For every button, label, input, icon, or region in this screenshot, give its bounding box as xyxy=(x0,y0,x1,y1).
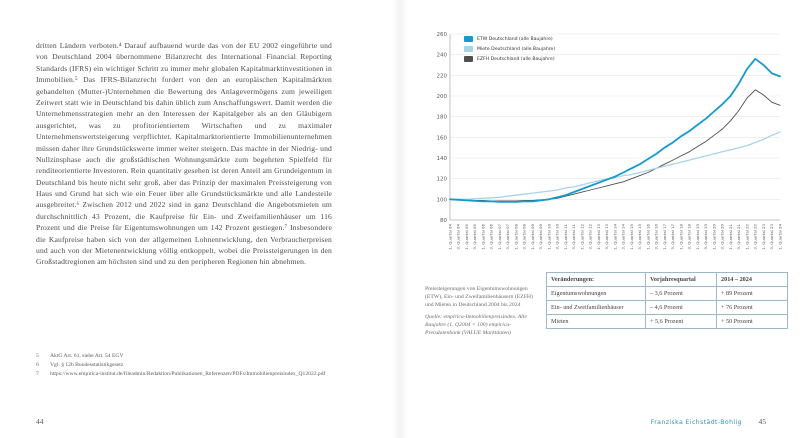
x-tick-label: 1. Quartal 05 xyxy=(463,224,469,250)
footnote-number: 7 xyxy=(36,371,39,378)
x-tick-label: 3. Quartal 20 xyxy=(719,224,725,250)
table-cell: – 4,6 Prozent xyxy=(646,301,717,315)
footer-author: Franziska Eichstädt-Bohlig xyxy=(650,419,742,426)
table-row xyxy=(547,315,788,329)
series-line-0 xyxy=(450,56,780,202)
x-tick-label: 1. Quartal 13 xyxy=(595,224,601,250)
table-cell: – 3,6 Prozent xyxy=(646,287,717,301)
chart-svg xyxy=(424,26,788,268)
x-tick-label: 3. Quartal 13 xyxy=(604,224,610,250)
x-tick-label: 1. Quartal 04 xyxy=(447,224,453,250)
legend-label: Miete Deutschland (alle Baujahre) xyxy=(477,46,556,52)
footnote-item xyxy=(36,361,336,369)
footnote-text: AktG Art. 61, siehe Art. 54 EGV xyxy=(50,353,124,359)
x-tick-label: 1. Quartal 22 xyxy=(744,224,750,250)
footnote-item xyxy=(36,352,336,360)
footnote-text: Vgl. § 12b Bundesstatistikgesetz xyxy=(50,362,124,369)
table-row xyxy=(547,301,788,315)
x-tick-label: 3. Quartal 16 xyxy=(653,224,659,250)
x-tick-label: 1. Quartal 18 xyxy=(678,224,684,250)
x-tick-label: 1. Quartal 14 xyxy=(612,224,618,250)
x-tick-label: 1. Quartal 23 xyxy=(760,224,766,250)
legend-swatch-icon xyxy=(464,36,473,42)
x-tick-label: 3. Quartal 05 xyxy=(472,224,478,250)
x-tick-label: 3. Quartal 21 xyxy=(736,224,742,250)
y-axis-label: 100 xyxy=(436,197,447,204)
footnote-item xyxy=(36,370,336,378)
y-axis-label: 200 xyxy=(436,94,447,100)
table-cell: + 76 Prozent xyxy=(717,301,788,315)
chart-caption xyxy=(425,286,539,338)
legend-item xyxy=(464,56,555,62)
table-cell: Ein- und Zweifamilienhäuser xyxy=(547,301,646,315)
table-cell: Mieten xyxy=(547,315,646,329)
x-tick-label: 3. Quartal 09 xyxy=(538,224,544,250)
table-header: Vorjahresquartal xyxy=(646,273,717,287)
x-tick-label: 1. Quartal 07 xyxy=(496,224,502,250)
x-tick-label: 3. Quartal 11 xyxy=(571,224,577,250)
table-cell: Eigentumswohnungen xyxy=(547,287,646,301)
series-line-2 xyxy=(450,90,780,201)
table-row xyxy=(547,287,788,301)
x-tick-label: 1. Quartal 21 xyxy=(727,224,733,250)
price-index-chart xyxy=(424,26,788,268)
legend-label: ETW Deutschland (alle Baujahre) xyxy=(477,36,553,42)
x-tick-label: 1. Quartal 10 xyxy=(546,224,552,250)
x-tick-label: 1. Quartal 06 xyxy=(480,224,486,250)
x-tick-label: 3. Quartal 18 xyxy=(686,224,692,250)
changes-table xyxy=(546,272,788,329)
footnotes xyxy=(36,352,336,379)
legend-item xyxy=(464,46,555,52)
x-tick-label: 1. Quartal 09 xyxy=(529,224,535,250)
series-line-1 xyxy=(450,132,780,199)
caption-source: Quelle: empirica-Immobilienpreisindex. Alle Baujahre (1. Q2004 = 100) empirica-Preisdatenbank (VALUE Marktdaten) xyxy=(425,313,527,336)
caption-text: Preissteigerungen von Eigentumswohnungen (ETW), Ein- und Zweifamilienhäusern (EZFH) und Mieten in Deutschland 2004 bis 2024 xyxy=(425,286,533,308)
y-axis-label: 260 xyxy=(436,32,447,38)
legend-swatch-icon xyxy=(464,56,473,62)
table-cell: + 5,6 Prozent xyxy=(646,315,717,329)
y-axis-label: 80 xyxy=(440,218,447,224)
legend-swatch-icon xyxy=(464,46,473,52)
x-tick-label: 3. Quartal 10 xyxy=(554,224,560,250)
x-tick-label: 3. Quartal 22 xyxy=(752,224,758,250)
x-tick-label: 3. Quartal 17 xyxy=(670,224,676,250)
table-header: Veränderungen: xyxy=(547,273,646,287)
x-tick-label: 1. Quartal 24 xyxy=(777,224,783,250)
x-tick-label: 3. Quartal 15 xyxy=(637,224,643,250)
table-header: 2014 – 2024 xyxy=(717,273,788,287)
y-axis-label: 140 xyxy=(436,156,447,162)
table-cell: + 89 Prozent xyxy=(717,287,788,301)
y-axis-label: 220 xyxy=(436,73,447,80)
x-tick-label: 1. Quartal 17 xyxy=(661,224,667,250)
page-number-right: 45 xyxy=(758,417,766,426)
y-axis-label: 180 xyxy=(436,114,447,121)
table-cell: + 50 Prozent xyxy=(717,315,788,329)
x-tick-label: 3. Quartal 08 xyxy=(521,224,527,250)
x-tick-label: 1. Quartal 16 xyxy=(645,224,651,250)
y-axis-label: 160 xyxy=(436,135,447,142)
x-tick-label: 3. Quartal 23 xyxy=(769,224,775,250)
legend-item xyxy=(464,36,555,42)
x-tick-label: 1. Quartal 08 xyxy=(513,224,519,250)
x-tick-label: 1. Quartal 15 xyxy=(628,224,634,250)
legend-label: EZFH Deutschland (alle Baujahre) xyxy=(477,56,555,62)
x-tick-label: 3. Quartal 04 xyxy=(455,224,461,250)
x-tick-label: 1. Quartal 11 xyxy=(562,224,568,250)
footnote-number: 5 xyxy=(36,353,39,359)
y-axis-label: 120 xyxy=(436,176,447,183)
x-tick-label: 3. Quartal 12 xyxy=(587,224,593,250)
chart-legend xyxy=(464,36,555,62)
x-tick-label: 1. Quartal 20 xyxy=(711,224,717,250)
x-tick-label: 3. Quartal 07 xyxy=(505,224,511,250)
y-axis-label: 240 xyxy=(436,52,447,59)
page-number-left: 44 xyxy=(36,417,44,426)
table-header-row xyxy=(547,273,788,287)
body-text: dritten Ländern verboten.⁴ Darauf aufbauend wurde das von der EU 2002 eingeführte und von Deutschland 2004 übernommene Bilanzrecht des International Financial Reporting Standards (IFRS) ein wichtiger Schritt zu immer mehr globalen Kapitalmarktinvestitionen in Immobilien.⁵ Das IFRS-Bilanzrecht fordert von den an europäischen Kapitalmärkten gehandelten (Mutter-)Unternehmen die Bewertung des Anlagevermögens zum jeweiligen Zeitwert statt wie in Deutschland bis dahin üblich zum Anschaffungswert. Damit werden die Unternehmensstrategien mehr an den Interessen der Kapitalgeber als an den Gläubigern ausgerichtet, was zu profitorientiertem Wirtschaften und zu maximaler Unternehmenswertsteigerung verpflichtet. Kapitalmarktorientierte Immobilienunternehmen müssen daher ihre Grundstückswerte immer weiter steigern. Das machte in der Niedrig- und Nullzinsphase auch die großstädtischen Wohnungsmärkte zum begehrten Spielfeld für renditeorientierte Investoren. Rein quantitativ gesehen ist deren Anteil am Grundeigentum in Deutschland bis heute nicht sehr groß, aber das Prinzip der maximalen Preissteigerung von Haus und Grund hat sich wie ein Feuer über alle Grundstücksmärkte und alle Landesteile ausgebreitet.⁶ Zwischen 2012 und 2022 sind in ganz Deutschland die Angebotsmieten um durchschnittlich 43 Prozent, die Kaufpreise für Ein- und Zweifamilienhäuser um 116 Prozent und die Preise für Eigentumswohnungen um 142 Prozent gestiegen.⁷ Insbesondere die Kaufpreise haben sich von der allgemeinen Lohnentwicklung, den Verbraucherpreisen und auch von der Mietenentwicklung völlig entkoppelt, wobei die Preissteigerungen in den Großstadtregionen am höchsten sind und zu den peripheren Regionen hin abnehmen. xyxy=(36,41,332,267)
x-tick-label: 3. Quartal 19 xyxy=(703,224,709,250)
x-tick-label: 1. Quartal 12 xyxy=(579,224,585,250)
footnote-number: 6 xyxy=(36,362,39,369)
x-tick-label: 1. Quartal 19 xyxy=(694,224,700,250)
footnote-text: https://www.empirica-institut.de/fileadmin/Redaktion/Publikationen_Referenzen/PDFs/Immobilienpreisindex_Q12022.pdf xyxy=(50,371,326,378)
x-tick-label: 3. Quartal 14 xyxy=(620,224,626,250)
x-tick-label: 3. Quartal 06 xyxy=(488,224,494,250)
page-gutter xyxy=(392,0,408,438)
